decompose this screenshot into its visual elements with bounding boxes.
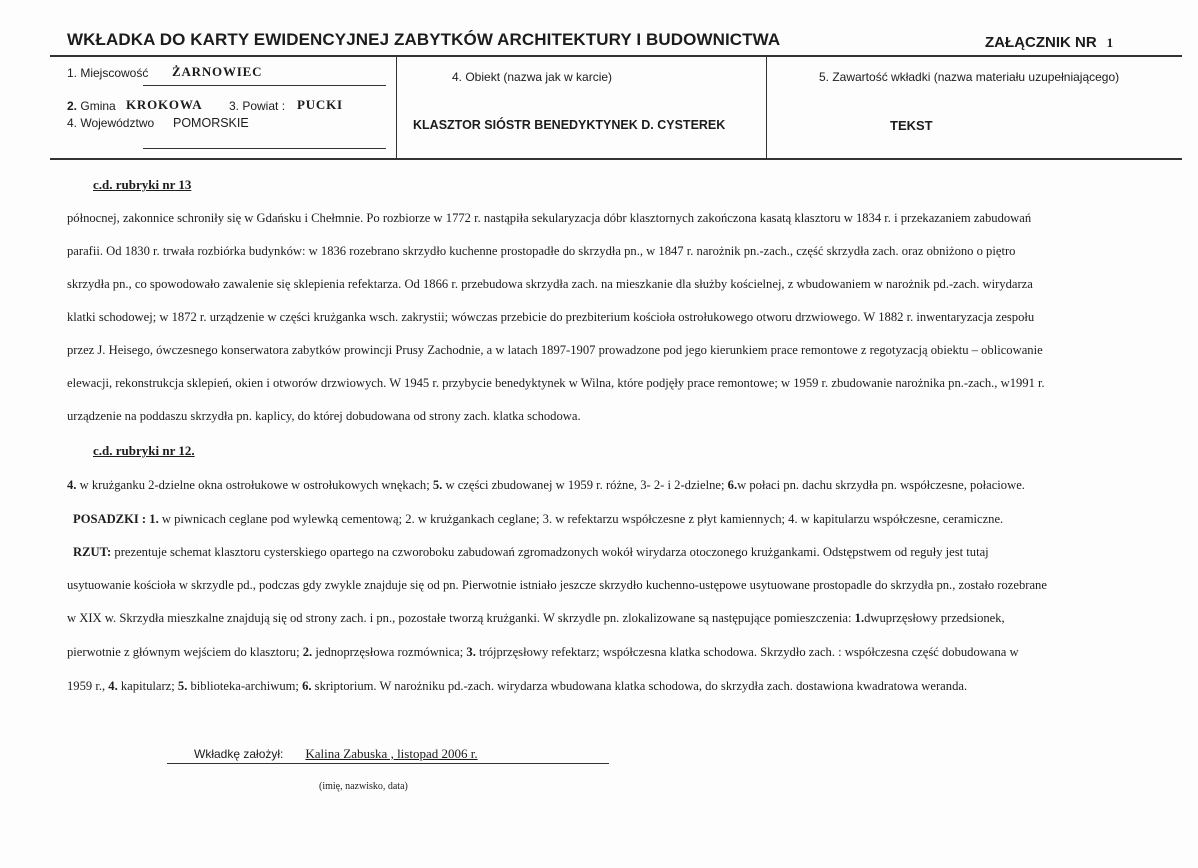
bold-run: POSADZKI : 1. <box>73 512 159 526</box>
powiat-label: 3. Powiat : <box>229 99 286 113</box>
text-run: usytuowanie kościoła w skrzydle pd., podczas gdy zwykle znajduje się od pn. Pierwotnie istniało jeszcze skrzydło kuchenno-ustępowe usytuowane prostopadle do skrzydła pn., zostało rozebrane <box>67 578 1047 592</box>
bold-run: RZUT: <box>73 545 112 559</box>
gmina-label-text: Gmina <box>80 99 116 113</box>
column-divider-2 <box>766 56 767 159</box>
section-13-line: skrzydła pn., co spowodowało zawalenie się sklepienia refektarza. Od 1866 r. przebudowa skrzydła zach. na mieszkanie dla służby kościelnej, z wbudowaniem w narożnik pd.-zach. wirydarza <box>67 277 1033 291</box>
gmina-value: KROKOWA <box>126 97 203 112</box>
wojewodztwo-value: POMORSKIE <box>173 116 249 130</box>
section-13-line: elewacji, rekonstrukcja sklepień, okien i otworów drzwiowych. W 1945 r. przybycie benedyktynek w Wilna, które podjęły prace remontowe; w 1959 r. zbudowanie narożnika pn.-zach., w1991 r. <box>67 376 1045 390</box>
text-run: w XIX w. Skrzydła mieszkalne znajdują się od strony zach. i pn., pozostałe tworzą krużganki. W skrzydle pn. zlokalizowane są następujące pomieszczenia: <box>67 611 855 625</box>
author-note: (imię, nazwisko, data) <box>319 781 408 792</box>
text-run: dwuprzęsłowy przedsionek, <box>864 611 1005 625</box>
section-12-title: c.d. rubryki nr 12. <box>93 443 195 458</box>
document-title: WKŁADKA DO KARTY EWIDENCYJNEJ ZABYTKÓW ARCHITEKTURY I BUDOWNICTWA <box>67 30 781 49</box>
text-run: biblioteka-archiwum; <box>187 679 303 693</box>
miejscowosc-value: ŻARNOWIEC <box>172 64 263 79</box>
bold-run: 4. <box>67 478 77 492</box>
text-run: w połaci pn. dachu skrzydła pn. współczesne, połaciowe. <box>737 478 1025 492</box>
bold-run: 6. <box>302 679 312 693</box>
author-label: Wkładkę założył: <box>194 747 284 761</box>
text-run: 1959 r., <box>67 679 109 693</box>
miejscowosc-underline <box>143 85 386 86</box>
section-12-line4 <box>67 578 1047 593</box>
zawartosc-value: TEKST <box>890 118 933 133</box>
gmina-label <box>67 99 116 113</box>
attachment-label <box>985 34 1113 51</box>
bold-run: 6. <box>727 478 738 492</box>
text-run: skriptorium. W narożniku pd.-zach. wirydarza wbudowana klatka schodowa, do skrzydła zach. dostawiona kwadratowa weranda. <box>311 679 968 693</box>
text-run: w części zbudowanej w 1959 r. różne, 3- 2- i 2-dzielne; <box>442 478 728 492</box>
bold-run: 4. <box>108 679 118 693</box>
section-13-title: c.d. rubryki nr 13 <box>93 177 192 192</box>
text-run: kapitularz; <box>117 679 178 693</box>
text-run: prezentuje schemat klasztoru cysterskiego opartego na czworoboku zabudowań zgromadzonych wokół wirydarza otoczonego krużgankami. Odstępstwem od reguły jest tutaj <box>111 545 989 559</box>
obiekt-label: 4. Obiekt (nazwa jak w karcie) <box>452 70 613 84</box>
wojewodztwo-underline <box>143 148 386 149</box>
header-top-rule <box>50 55 1182 57</box>
section-13-line: północnej, zakonnice schroniły się w Gdańsku i Chełmnie. Po rozbiorze w 1772 r. nastąpiła sekularyzacja dóbr klasztornych zakończona kasatą klasztoru w 1834 r. i przekazaniem zabudowań <box>67 211 1032 225</box>
bold-run: 2. <box>302 645 313 659</box>
bold-run: 1. <box>854 611 865 625</box>
section-13-line: urządzenie na poddaszu skrzydła pn. kaplicy, do której dobudowana od strony zach. klatka schodowa. <box>67 409 581 423</box>
text-run: w piwnicach ceglane pod wylewką cementową; 2. w krużgankach ceglane; 3. w refektarzu współczesne z płyt kamiennych; 4. w kapitularzu współczesne, ceramiczne. <box>158 512 1004 526</box>
powiat-value: PUCKI <box>297 97 343 112</box>
section-13-line: parafii. Od 1830 r. trwała rozbiórka budynków: w 1836 rozebrano skrzydło kuchenne prostopadłe do skrzydła pn., w 1847 r. narożnik pn.-zach., część skrzydła zach. oraz obniżono o piętro <box>67 244 1016 258</box>
bold-run: 3. <box>466 645 476 659</box>
section-12-line5 <box>67 611 1005 626</box>
bold-run: 5. <box>177 679 188 693</box>
attachment-number: 1 <box>1106 35 1114 50</box>
column-divider-1 <box>396 56 397 159</box>
section-13-line: przez J. Heisego, ówczesnego konserwatora zabytków prowincji Prusy Zachodnie, a w latach 1897-1907 prowadzone pod jego kierunkiem prace remontowe z regotyzacją obiektu – oblicowanie <box>67 343 1043 357</box>
text-run: jednoprzęsłowa rozmównica; <box>312 645 467 659</box>
section-12-line1 <box>67 478 1025 493</box>
header-bottom-rule <box>50 158 1182 160</box>
section-12-line2 <box>73 512 1003 527</box>
section-12-line6 <box>67 645 1019 660</box>
author-signature-line <box>167 746 609 764</box>
author-value: Kalina Zabuska , listopad 2006 r. <box>305 746 478 761</box>
section-13-line: klatki schodowej; w 1872 r. urządzenie w części krużganka wsch. zakrystii; wówczas przebicie do prezbiterium kościoła ostrołukowego otworu drzwiowego. W 1882 r. inwentaryzacja zespołu <box>67 310 1035 324</box>
wojewodztwo-label: 4. Województwo <box>67 116 155 130</box>
zawartosc-label: 5. Zawartość wkładki (nazwa materiału uzupełniającego) <box>819 70 1120 84</box>
section-12-line3 <box>73 545 989 560</box>
miejscowosc-label: 1. Miejscowość <box>67 66 149 80</box>
text-run: w krużganku 2-dzielne okna ostrołukowe w ostrołukowych wnękach; <box>76 478 433 492</box>
section-12-line7 <box>67 679 967 694</box>
text-run: pierwotnie z głównym wejściem do klasztoru; <box>67 645 303 659</box>
bold-run: 5. <box>432 478 443 492</box>
text-run: trójprzęsłowy refektarz; współczesna klatka schodowa. Skrzydło zach. : współczesna część dobudowana w <box>475 645 1019 659</box>
gmina-label-number: 2. <box>67 99 78 113</box>
obiekt-value: KLASZTOR SIÓSTR BENEDYKTYNEK D. CYSTEREK <box>413 118 726 132</box>
attachment-label-text: ZAŁĄCZNIK NR <box>985 34 1097 51</box>
